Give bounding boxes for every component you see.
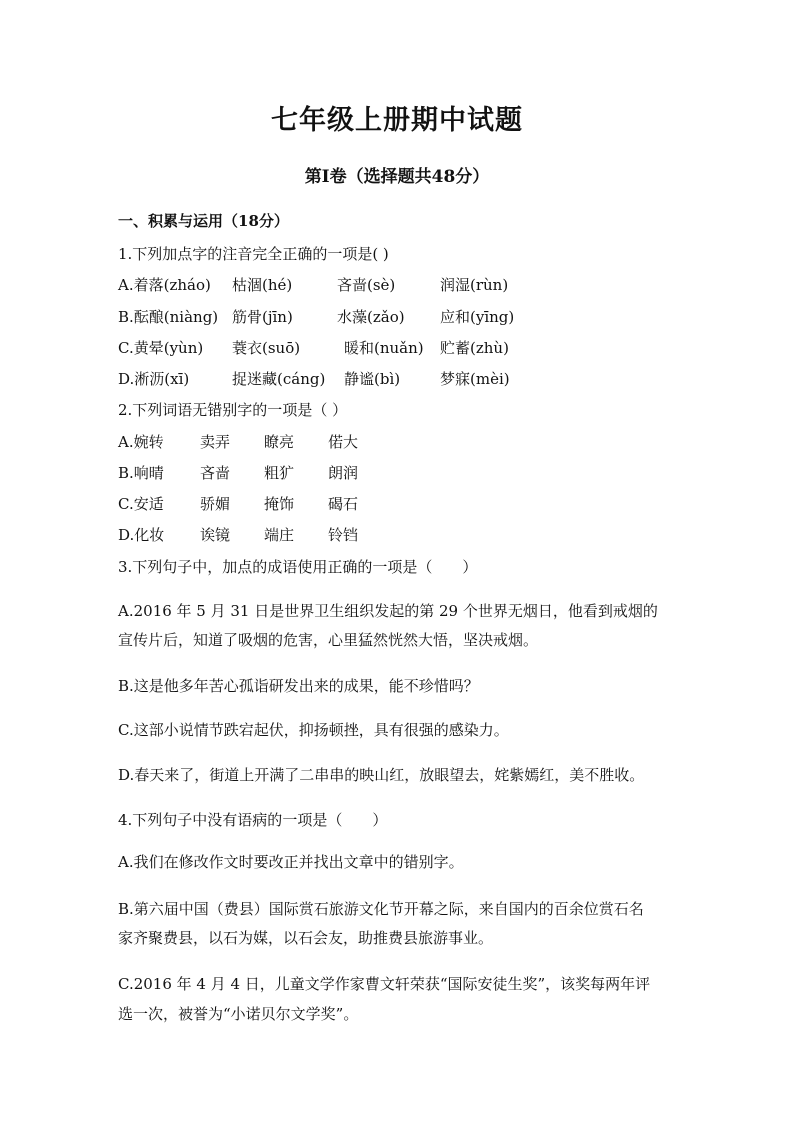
- option-text: B.酝酿(niàng): [118, 308, 219, 326]
- option-text: 贮蓄(zhù): [440, 339, 509, 357]
- option-text: 诶镜: [200, 526, 231, 544]
- page-title: 七年级上册期中试题: [271, 105, 523, 136]
- question-3-option-a-line1: A.2016 年 5 月 31 日是世界卫生组织发起的第 29 个世界无烟日，他看到戒烟的: [118, 602, 658, 620]
- question-4-option-b-line2: 家齐聚费县，以石为媒，以石会友，助推费县旅游事业。: [118, 929, 494, 947]
- option-text: D.淅沥(xī): [118, 370, 190, 388]
- question-3-option-b: B.这是他多年苦心孤诣研发出来的成果，能不珍惜吗？: [118, 677, 479, 695]
- option-text: C.黄晕(yùn): [118, 339, 204, 357]
- section-heading: 一、积累与运用（18分）: [118, 212, 289, 230]
- option-text: 端庄: [264, 526, 295, 544]
- option-text: 朗润: [328, 464, 359, 482]
- option-text: 梦寐(mèi): [440, 370, 510, 388]
- option-text: 吝啬: [200, 464, 231, 482]
- option-text: 偌大: [328, 433, 359, 451]
- option-text: 枯涸(hé): [232, 276, 293, 294]
- question-2-stem: 2.下列词语无错别字的一项是（ ）: [118, 401, 348, 419]
- option-text: 捉迷藏(cáng): [232, 370, 326, 388]
- question-4-option-c-line2: 选一次，被誉为“小诺贝尔文学奖”。: [118, 1005, 359, 1023]
- section-subtitle: 第Ⅰ卷（选择题共48分）: [304, 167, 490, 187]
- option-text: B.响晴: [118, 464, 164, 482]
- option-text: 暖和(nuǎn): [344, 339, 424, 357]
- option-text: A.着落(zháo): [118, 276, 211, 294]
- option-text: 筋骨(jīn): [232, 308, 293, 326]
- question-3-option-c: C.这部小说情节跌宕起伏，抑扬顿挫，具有很强的感染力。: [118, 721, 509, 739]
- question-4-stem: 4.下列句子中没有语病的一项是（ ）: [118, 811, 388, 829]
- option-text: 铃铛: [328, 526, 359, 544]
- question-4-option-a: A.我们在修改作文时要改正并找出文章中的错别字。: [118, 853, 464, 871]
- option-text: C.安适: [118, 495, 164, 513]
- option-text: A.婉转: [118, 433, 164, 451]
- option-text: 骄媚: [200, 495, 231, 513]
- question-1-stem: 1.下列加点字的注音完全正确的一项是( ): [118, 245, 389, 263]
- option-text: 静谧(bì): [344, 370, 401, 388]
- option-text: 水藻(zǎo): [337, 308, 405, 326]
- option-text: 吝啬(sè): [337, 276, 396, 294]
- option-text: 碣石: [328, 495, 359, 513]
- question-4-option-c-line1: C.2016 年 4 月 4 日，儿童文学作家曹文轩荣获“国际安徒生奖”，该奖每两年评: [118, 975, 651, 993]
- option-text: 蓑衣(suō): [232, 339, 301, 357]
- option-text: 粗犷: [264, 464, 295, 482]
- option-text: 应和(yīng): [440, 308, 515, 326]
- option-text: 掩饰: [264, 495, 295, 513]
- question-3-option-d: D.春天来了，街道上开满了二串串的映山红，放眼望去，姹紫嫣红，美不胜收。: [118, 766, 645, 784]
- question-3-option-a-line2: 宣传片后，知道了吸烟的危害，心里猛然恍然大悟，坚决戒烟。: [118, 631, 539, 649]
- option-text: 瞭亮: [264, 433, 295, 451]
- option-text: D.化妆: [118, 526, 165, 544]
- option-text: 卖弄: [200, 433, 231, 451]
- question-4-option-b-line1: B.第六届中国（费县）国际赏石旅游文化节开幕之际，来自国内的百余位赏石名: [118, 900, 644, 918]
- question-3-stem: 3.下列句子中，加点的成语使用正确的一项是（ ）: [118, 558, 478, 576]
- option-text: 润湿(rùn): [440, 276, 509, 294]
